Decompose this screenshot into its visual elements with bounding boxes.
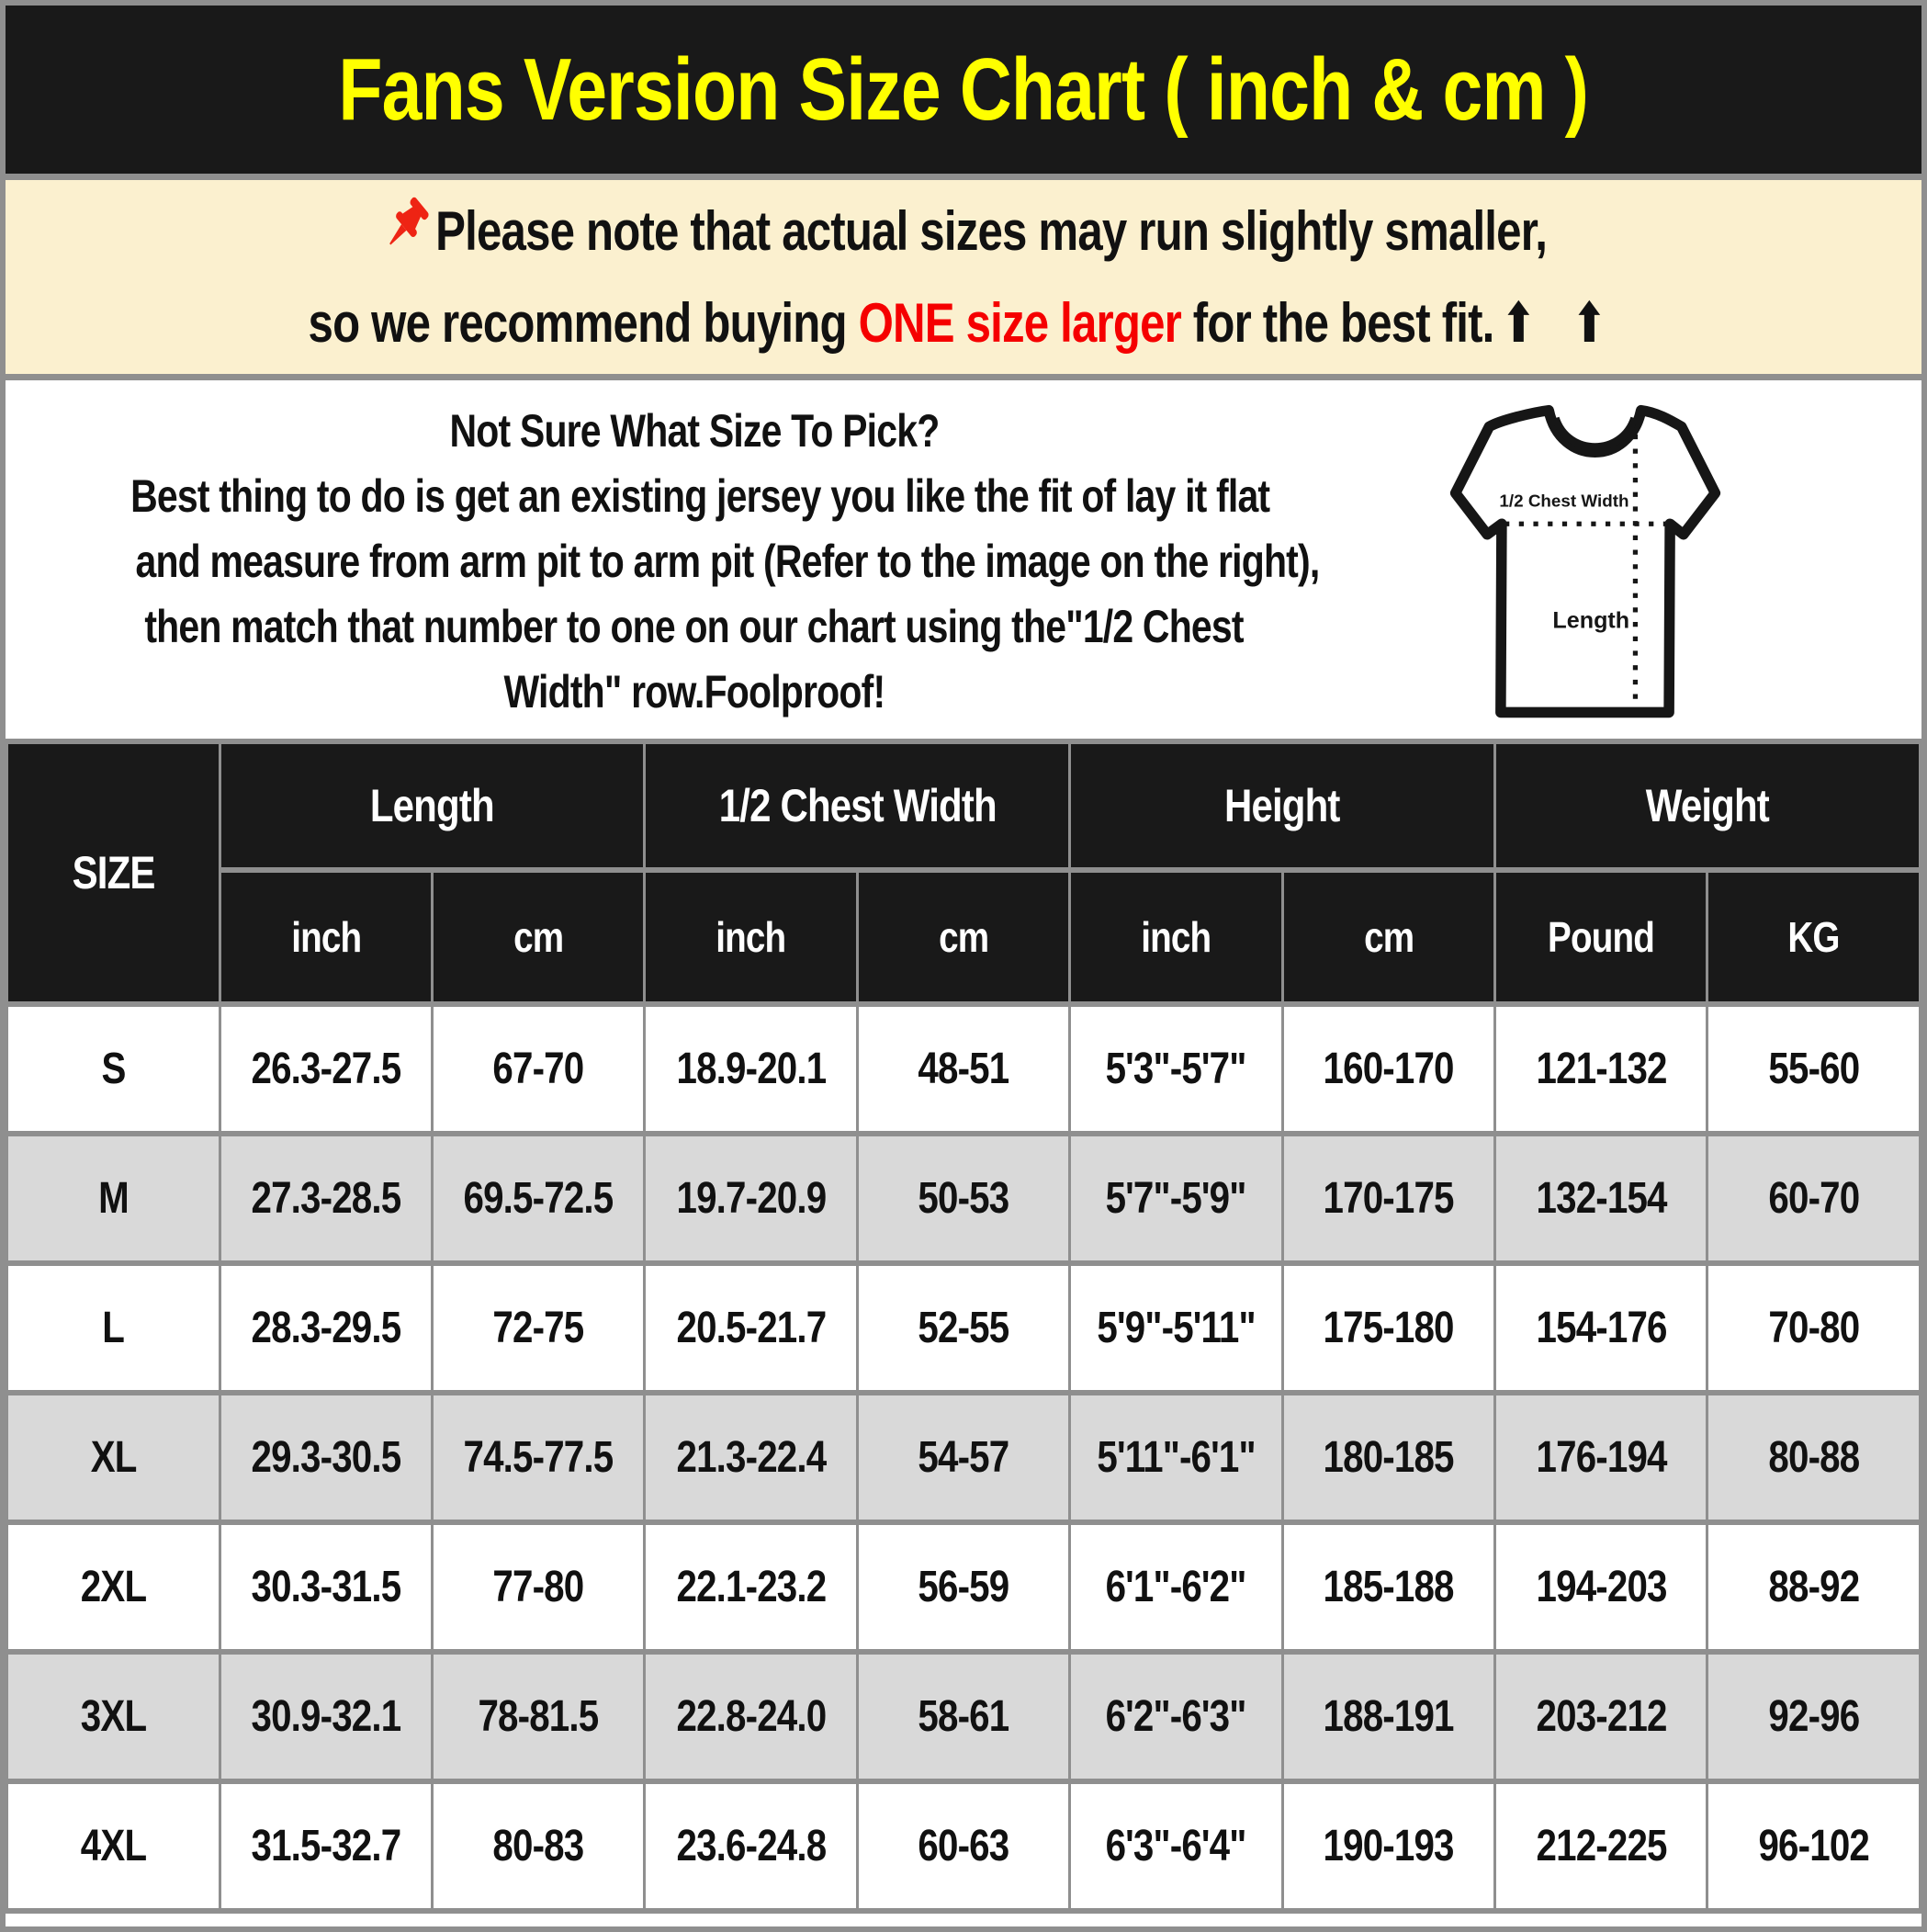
value-cell (1495, 1652, 1707, 1781)
cell-text: 29.3-30.5 (251, 1433, 401, 1482)
cell-text: 31.5-32.7 (251, 1822, 401, 1870)
cell-text: 88-92 (1768, 1563, 1860, 1611)
value-cell (220, 1134, 432, 1263)
value-cell (1070, 1522, 1282, 1652)
value-cell (1495, 1263, 1707, 1393)
value-cell (645, 1134, 857, 1263)
value-cell (220, 1781, 432, 1911)
value-cell (1070, 1393, 1282, 1522)
header-chest-width: 1/2 Chest Width (645, 741, 1070, 870)
size-cell (7, 1393, 220, 1522)
note-text-2-post: for the best fit. (1181, 292, 1494, 354)
table-unit-header-row (7, 870, 1921, 1004)
size-cell (7, 1522, 220, 1652)
cell-text: 78-81.5 (478, 1692, 599, 1741)
table-row (7, 1263, 1921, 1393)
cell-text: 154-176 (1536, 1304, 1667, 1352)
cell-text: 60-70 (1768, 1174, 1860, 1223)
value-cell (1070, 1781, 1282, 1911)
cell-text: 67-70 (492, 1045, 584, 1093)
instructions-heading: Not Sure What Size To Pick? (449, 405, 940, 457)
value-cell (1070, 1134, 1282, 1263)
instructions-text (6, 399, 1383, 725)
up-arrows-icon: ⬆ ⬆ (1501, 292, 1619, 354)
table-body (7, 1004, 1921, 1911)
note-banner (6, 180, 1921, 380)
value-cell (1282, 1781, 1494, 1911)
cell-text: 5'11"-6'1" (1097, 1433, 1256, 1482)
header-chest-inch: inch (645, 870, 857, 1004)
value-cell (1495, 1781, 1707, 1911)
cell-text: 194-203 (1536, 1563, 1667, 1611)
value-cell (857, 1004, 1069, 1134)
cell-text: 3XL (80, 1692, 147, 1741)
cell-text: 80-88 (1768, 1433, 1860, 1482)
page-title: Fans Version Size Chart ( inch & cm ) (338, 40, 1589, 139)
cell-text: 56-59 (918, 1563, 1009, 1611)
cell-text: 58-61 (918, 1692, 1009, 1741)
cell-text: 70-80 (1768, 1304, 1860, 1352)
value-cell (645, 1004, 857, 1134)
title-bar (6, 6, 1921, 180)
note-line-2 (164, 284, 1763, 363)
size-table (6, 739, 1921, 1914)
note-line-1 (252, 191, 1675, 271)
value-cell (220, 1263, 432, 1393)
table-row (7, 1004, 1921, 1134)
header-height-inch: inch (1070, 870, 1282, 1004)
header-size: SIZE (7, 741, 220, 1004)
value-cell (1282, 1263, 1494, 1393)
value-cell (857, 1134, 1069, 1263)
value-cell (433, 1263, 645, 1393)
value-cell (1707, 1393, 1921, 1522)
value-cell (1495, 1393, 1707, 1522)
value-cell (1282, 1652, 1494, 1781)
size-cell (7, 1652, 220, 1781)
value-cell (857, 1781, 1069, 1911)
value-cell (1707, 1781, 1921, 1911)
table-row (7, 1393, 1921, 1522)
value-cell (857, 1652, 1069, 1781)
value-cell (1282, 1134, 1494, 1263)
cell-text: 160-170 (1323, 1045, 1454, 1093)
table-row (7, 1652, 1921, 1781)
size-cell (7, 1134, 220, 1263)
cell-text: 80-83 (492, 1822, 584, 1870)
header-weight-kg: KG (1707, 870, 1921, 1004)
cell-text: 96-102 (1758, 1822, 1869, 1870)
cell-text: 4XL (80, 1822, 147, 1870)
instructions-line-2: and measure from arm pit to arm pit (Refer to the image on the right), (135, 536, 1320, 587)
cell-text: 55-60 (1768, 1045, 1860, 1093)
cell-text: 28.3-29.5 (251, 1304, 401, 1352)
cell-text: 170-175 (1323, 1174, 1454, 1223)
cell-text: 60-63 (918, 1822, 1009, 1870)
header-weight-pound: Pound (1495, 870, 1707, 1004)
instructions-section (6, 380, 1921, 739)
cell-text: 212-225 (1536, 1822, 1667, 1870)
cell-text: 23.6-24.8 (676, 1822, 827, 1870)
value-cell (220, 1522, 432, 1652)
note-text-1: Please note that actual sizes may run slightly smaller, (435, 200, 1548, 262)
value-cell (645, 1263, 857, 1393)
cell-text: 132-154 (1536, 1174, 1667, 1223)
header-length: Length (220, 741, 645, 870)
value-cell (433, 1393, 645, 1522)
header-length-inch: inch (220, 870, 432, 1004)
value-cell (1282, 1522, 1494, 1652)
value-cell (433, 1652, 645, 1781)
cell-text: M (97, 1174, 129, 1223)
value-cell (857, 1393, 1069, 1522)
cell-text: 92-96 (1768, 1692, 1860, 1741)
note-highlight: ONE size larger (858, 292, 1182, 354)
value-cell (1282, 1004, 1494, 1134)
cell-text: 188-191 (1323, 1692, 1454, 1741)
cell-text: 27.3-28.5 (251, 1174, 401, 1223)
value-cell (1707, 1134, 1921, 1263)
pushpin-icon (380, 191, 433, 263)
cell-text: 54-57 (918, 1433, 1009, 1482)
value-cell (220, 1652, 432, 1781)
cell-text: 69.5-72.5 (463, 1174, 614, 1223)
value-cell (1070, 1004, 1282, 1134)
cell-text: 190-193 (1323, 1822, 1454, 1870)
table-row (7, 1522, 1921, 1652)
cell-text: 6'3"-6'4" (1105, 1822, 1246, 1870)
cell-text: 175-180 (1323, 1304, 1454, 1352)
cell-text: 30.9-32.1 (251, 1692, 401, 1741)
note-text-2-pre: so we recommend buying (308, 292, 859, 354)
value-cell (220, 1393, 432, 1522)
cell-text: 5'3"-5'7" (1105, 1045, 1246, 1093)
cell-text: 22.8-24.0 (676, 1692, 827, 1741)
value-cell (857, 1263, 1069, 1393)
diagram-chest-label: 1/2 Chest Width (1499, 491, 1629, 511)
header-chest-cm: cm (857, 870, 1069, 1004)
cell-text: L (102, 1304, 125, 1352)
cell-text: 121-132 (1536, 1045, 1667, 1093)
tshirt-measure-diagram (1438, 397, 1732, 724)
cell-text: 48-51 (918, 1045, 1009, 1093)
cell-text: 176-194 (1536, 1433, 1667, 1482)
value-cell (1707, 1004, 1921, 1134)
cell-text: 50-53 (918, 1174, 1009, 1223)
cell-text: 74.5-77.5 (463, 1433, 614, 1482)
instructions-line-3: then match that number to one on our chart using the"1/2 Chest (144, 601, 1245, 652)
header-height: Height (1070, 741, 1495, 870)
cell-text: 72-75 (492, 1304, 584, 1352)
size-cell (7, 1781, 220, 1911)
cell-text: 6'1"-6'2" (1105, 1563, 1246, 1611)
cell-text: 20.5-21.7 (676, 1304, 827, 1352)
cell-text: 5'7"-5'9" (1105, 1174, 1246, 1223)
tshirt-icon (1438, 397, 1732, 724)
header-weight: Weight (1495, 741, 1921, 870)
instructions-line-1: Best thing to do is get an existing jersey you like the fit of lay it flat (130, 470, 1270, 522)
value-cell (220, 1004, 432, 1134)
cell-text: 180-185 (1323, 1433, 1454, 1482)
cell-text: 22.1-23.2 (676, 1563, 827, 1611)
value-cell (1495, 1522, 1707, 1652)
value-cell (433, 1134, 645, 1263)
value-cell (433, 1781, 645, 1911)
value-cell (1070, 1263, 1282, 1393)
size-cell (7, 1263, 220, 1393)
diagram-length-label: Length (1552, 607, 1630, 634)
cell-text: 185-188 (1323, 1563, 1454, 1611)
value-cell (433, 1004, 645, 1134)
table-group-header-row (7, 741, 1921, 870)
instructions-line-4: Width" row.Foolproof! (503, 666, 885, 717)
value-cell (645, 1781, 857, 1911)
cell-text: 2XL (80, 1563, 147, 1611)
cell-text: 203-212 (1536, 1692, 1667, 1741)
cell-text: S (101, 1045, 126, 1093)
value-cell (1707, 1652, 1921, 1781)
value-cell (1070, 1652, 1282, 1781)
cell-text: XL (90, 1433, 137, 1482)
value-cell (1495, 1134, 1707, 1263)
cell-text: 5'9"-5'11" (1097, 1304, 1256, 1352)
value-cell (433, 1522, 645, 1652)
cell-text: 77-80 (492, 1563, 584, 1611)
value-cell (1495, 1004, 1707, 1134)
table-row (7, 1134, 1921, 1263)
size-cell (7, 1004, 220, 1134)
cell-text: 30.3-31.5 (251, 1563, 401, 1611)
value-cell (645, 1393, 857, 1522)
cell-text: 6'2"-6'3" (1105, 1692, 1246, 1741)
value-cell (1707, 1522, 1921, 1652)
value-cell (645, 1652, 857, 1781)
header-length-cm: cm (433, 870, 645, 1004)
value-cell (1707, 1263, 1921, 1393)
cell-text: 52-55 (918, 1304, 1009, 1352)
cell-text: 18.9-20.1 (676, 1045, 827, 1093)
cell-text: 21.3-22.4 (676, 1433, 827, 1482)
value-cell (857, 1522, 1069, 1652)
table-row (7, 1781, 1921, 1911)
header-height-cm: cm (1282, 870, 1494, 1004)
value-cell (1282, 1393, 1494, 1522)
cell-text: 26.3-27.5 (251, 1045, 401, 1093)
value-cell (645, 1522, 857, 1652)
cell-text: 19.7-20.9 (676, 1174, 827, 1223)
